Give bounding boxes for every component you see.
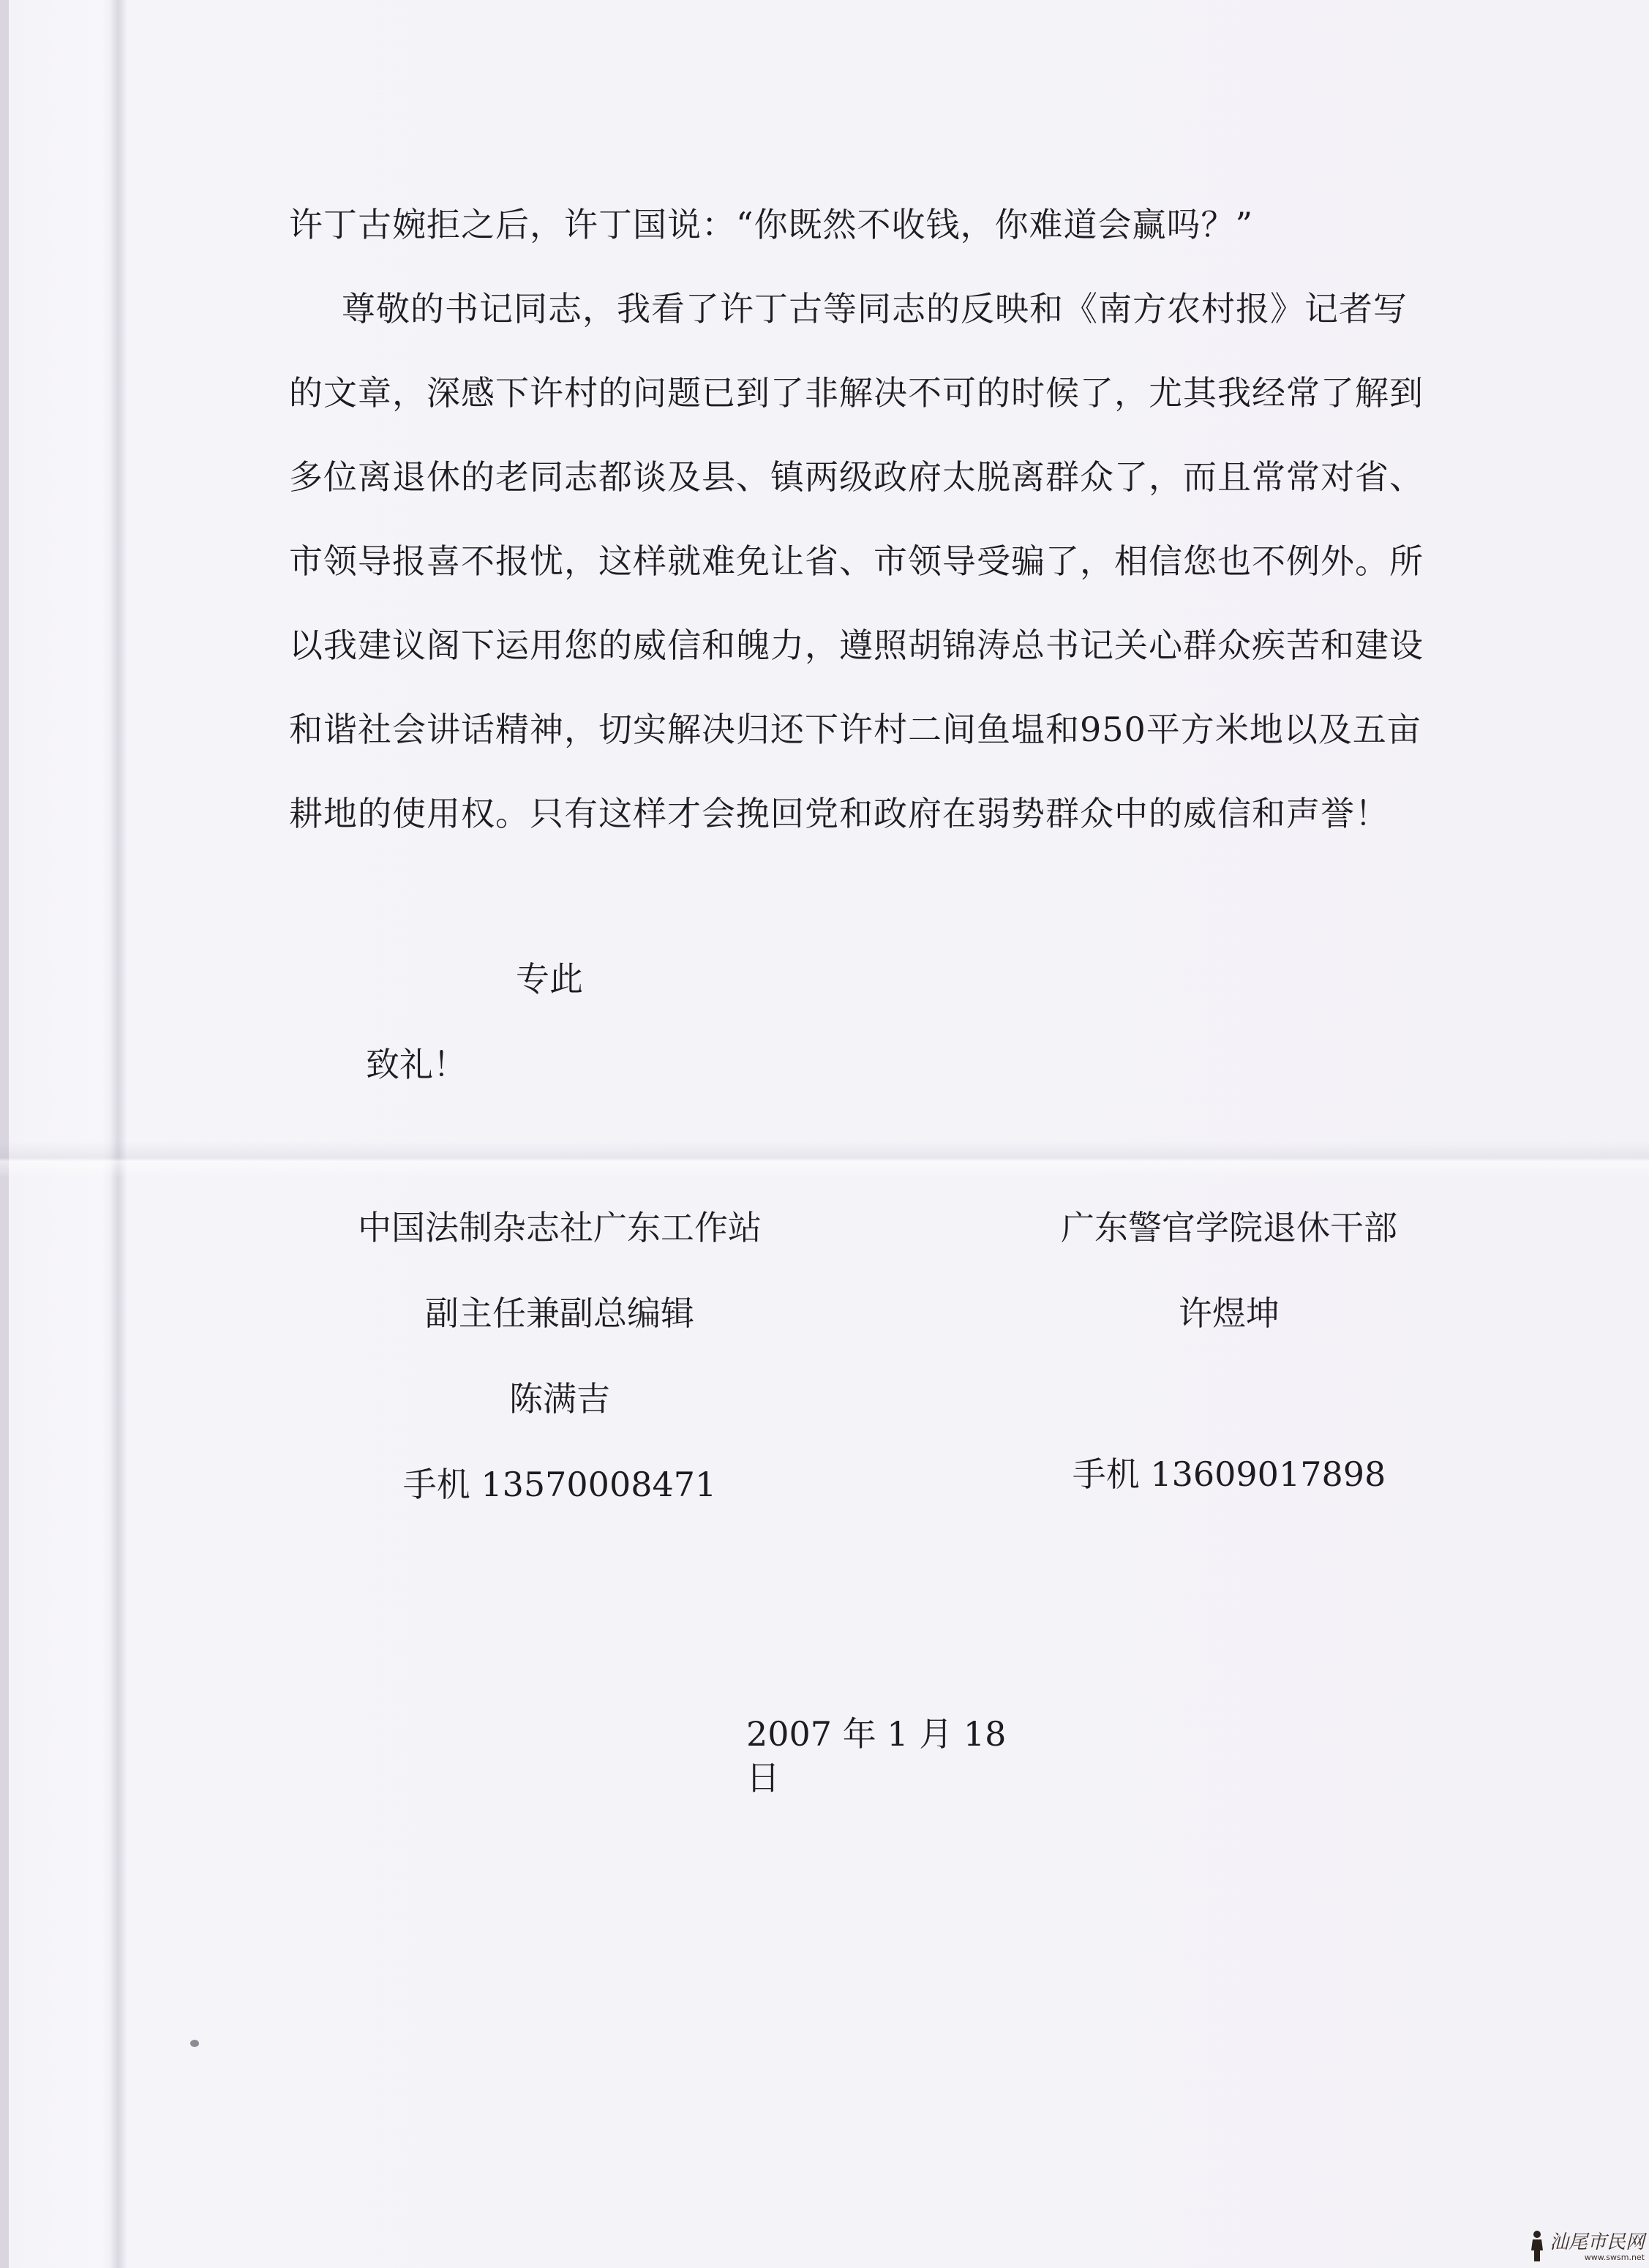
signature-block-right (980, 1206, 1478, 1538)
paragraph-quote: 许丁古婉拒之后，许丁国说：“你既然不收钱，你难道会赢吗？” (289, 205, 1254, 244)
signer-phone: 手机 13609017898 (1072, 1454, 1386, 1494)
signature-gap (980, 1377, 1478, 1452)
watermark-url: www.swsm.net (1584, 2253, 1645, 2262)
signer-name: 陈满吉 (509, 1379, 610, 1419)
closing-phrase: 专此 (516, 959, 583, 999)
paper-speck (190, 2040, 199, 2047)
signature-block-left (307, 1206, 812, 1548)
signer-organization: 广东警官学院退休干部 (1061, 1208, 1397, 1247)
person-silhouette-icon (1528, 2230, 1547, 2262)
signer-name: 许煜坤 (1179, 1293, 1280, 1333)
watermark-site-name: 汕尾市民网 (1549, 2231, 1645, 2253)
site-watermark (1528, 2230, 1645, 2262)
signer-phone: 手机 13570008471 (402, 1465, 717, 1504)
signer-organization: 中国法制杂志社广东工作站 (358, 1208, 762, 1247)
page-edge-shadow (0, 0, 9, 2268)
salutation: 致礼！ (366, 1045, 467, 1084)
letter-date: 2007 年 1 月 18 日 (746, 1714, 1007, 1798)
paragraph-main: 尊敬的书记同志，我看了许丁古等同志的反映和《南方农村报》记者写的文章，深感下许村的问题已到了非解决不可的时候了，尤其我经常了解到多位离退休的老同志都谈及县、镇两级政府太脱离群众了，而且常常对省、市领导报喜不报忧，这样就难免让省、市领导受骗了，相信您也不例外。所以我建议阁下运用您的威信和魄力，遵照胡锦涛总书记关心群众疾苦和建设和谐社会讲话精神，切实解决归还下许村二间鱼塭和950平方米地以及五亩耕地的使用权。只有这样才会挽回党和政府在弱势群众中的威信和声誉！ (289, 289, 1424, 833)
vertical-fold-crease (110, 0, 127, 2268)
letter-body (289, 183, 1430, 856)
signer-title: 副主任兼副总编辑 (425, 1293, 694, 1333)
horizontal-fold-crease (0, 1141, 1649, 1178)
